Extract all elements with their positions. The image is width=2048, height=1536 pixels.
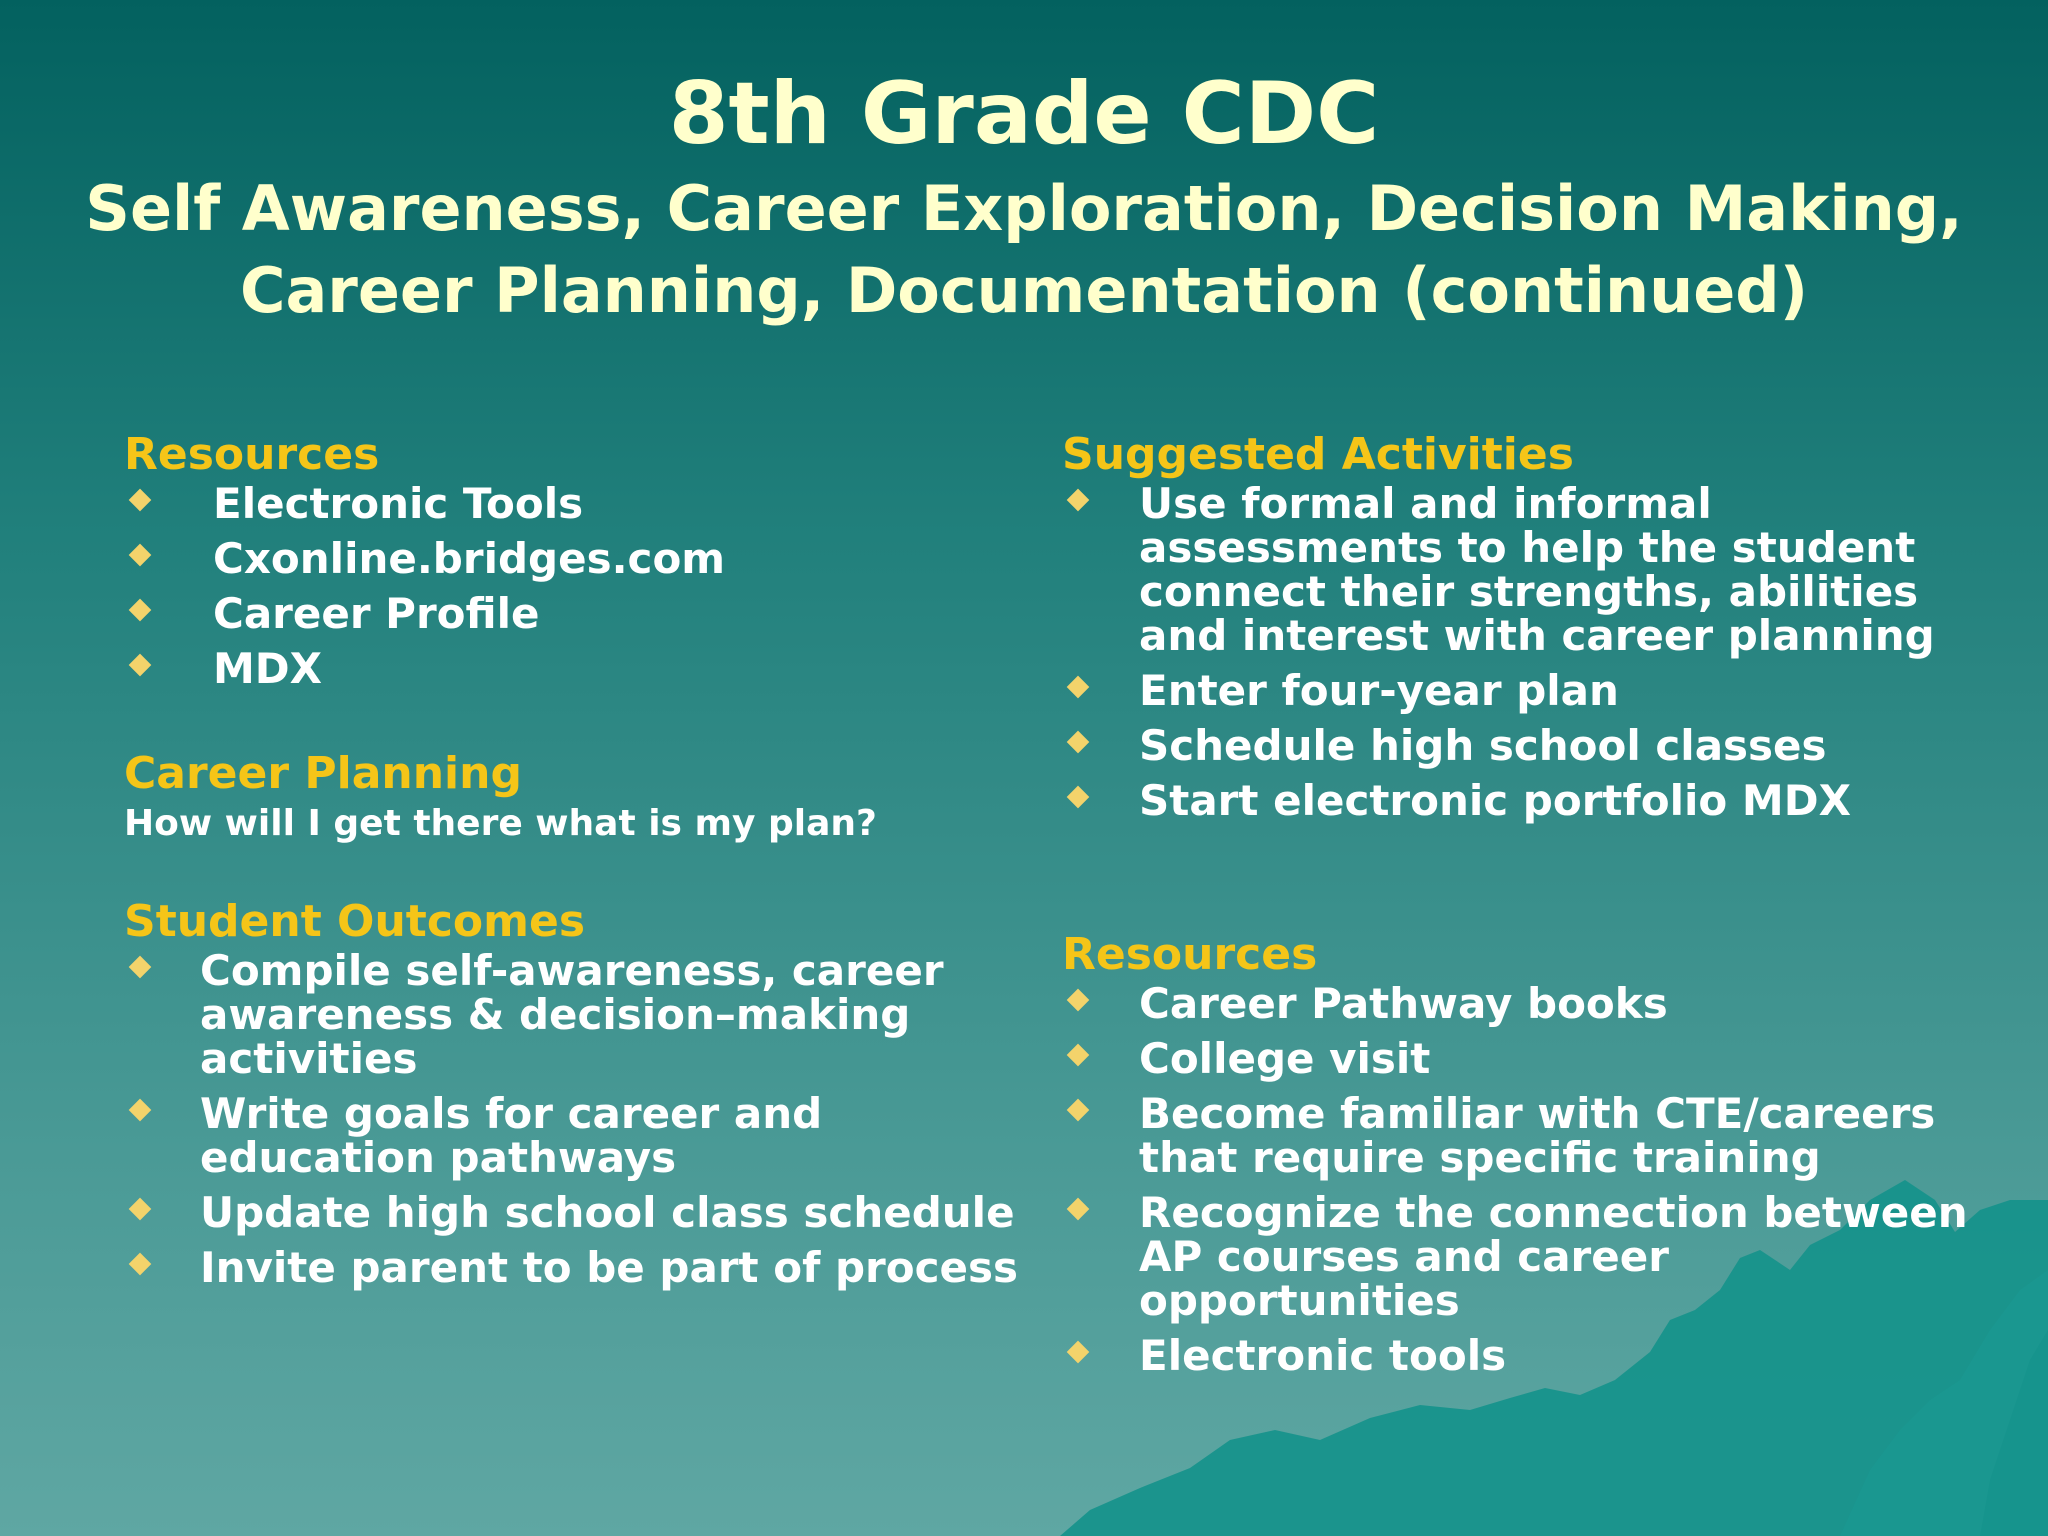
list-item-text: Invite parent to be part of process — [200, 1243, 1018, 1292]
list-item-text: Update high school class schedule — [200, 1188, 1015, 1237]
list-item — [124, 946, 1024, 1083]
list-item — [1062, 979, 2002, 1028]
diamond-bullet-icon — [129, 544, 152, 567]
left-column — [124, 428, 1024, 1301]
list-item — [124, 589, 1024, 638]
diamond-bullet-icon — [1067, 489, 1090, 512]
resources-list-right — [1062, 979, 2002, 1380]
resources-heading-right: Resources — [1062, 929, 1318, 980]
list-item — [1062, 1089, 2002, 1182]
diamond-bullet-icon — [129, 1253, 152, 1276]
list-item-text: Schedule high school classes — [1139, 721, 1827, 770]
diamond-bullet-icon — [129, 654, 152, 677]
activities-list — [1062, 479, 2002, 825]
diamond-bullet-icon — [1067, 1099, 1090, 1122]
list-item — [124, 1188, 1024, 1237]
list-item — [1062, 479, 2002, 660]
list-item-text: Career Profile — [213, 589, 540, 638]
list-item-text: Electronic tools — [1139, 1331, 1507, 1380]
list-item — [124, 1089, 1024, 1182]
list-item-text: Use formal and informal assessments to help the student connect their strengths, abilities and interest with career planning — [1139, 479, 1935, 660]
outcomes-list — [124, 946, 1024, 1292]
list-item-text: Recognize the connection between AP courses and career opportunities — [1139, 1188, 1968, 1325]
diamond-bullet-icon — [129, 1099, 152, 1122]
list-item-text: College visit — [1139, 1034, 1431, 1083]
diamond-bullet-icon — [1067, 731, 1090, 754]
list-item — [124, 1243, 1024, 1292]
diamond-bullet-icon — [129, 489, 152, 512]
list-item — [124, 644, 1024, 693]
list-item — [124, 534, 1024, 583]
career-planning-heading: Career Planning — [124, 748, 522, 799]
list-item-text: Enter four-year plan — [1139, 666, 1619, 715]
career-planning-question: How will I get there what is my plan? — [124, 803, 877, 844]
list-item — [1062, 1188, 2002, 1325]
list-item-text: MDX — [213, 644, 323, 693]
list-item-text: Start electronic portfolio MDX — [1139, 776, 1851, 825]
subtitle-line-2: Career Planning, Documentation (continued) — [239, 254, 1809, 327]
list-item-text: Compile self-awareness, career awareness & decision–making activities — [200, 946, 944, 1083]
diamond-bullet-icon — [129, 956, 152, 979]
list-item-text: Become familiar with CTE/careers that require specific training — [1139, 1089, 1936, 1182]
list-item — [1062, 1034, 2002, 1083]
diamond-bullet-icon — [1067, 676, 1090, 699]
student-outcomes-heading: Student Outcomes — [124, 896, 586, 947]
list-item — [1062, 776, 2002, 825]
diamond-bullet-icon — [1067, 1341, 1090, 1364]
subtitle-line-1: Self Awareness, Career Exploration, Decision Making, — [85, 172, 1963, 245]
list-item — [1062, 1331, 2002, 1380]
list-item — [124, 479, 1024, 528]
resources-heading: Resources — [124, 429, 380, 480]
slide-title: 8th Grade CDC — [668, 64, 1380, 164]
diamond-bullet-icon — [129, 1198, 152, 1221]
diamond-bullet-icon — [1067, 786, 1090, 809]
list-item-text: Electronic Tools — [213, 479, 584, 528]
right-column — [1062, 428, 2002, 1389]
resources-list — [124, 479, 1024, 693]
list-item-text: Cxonline.bridges.com — [213, 534, 726, 583]
list-item — [1062, 721, 2002, 770]
diamond-bullet-icon — [129, 599, 152, 622]
diamond-bullet-icon — [1067, 1198, 1090, 1221]
suggested-activities-heading: Suggested Activities — [1062, 429, 1574, 480]
list-item-text: Write goals for career and education pathways — [200, 1089, 823, 1182]
list-item-text: Career Pathway books — [1139, 979, 1668, 1028]
slide-subtitle — [60, 168, 1988, 332]
diamond-bullet-icon — [1067, 1044, 1090, 1067]
diamond-bullet-icon — [1067, 989, 1090, 1012]
list-item — [1062, 666, 2002, 715]
